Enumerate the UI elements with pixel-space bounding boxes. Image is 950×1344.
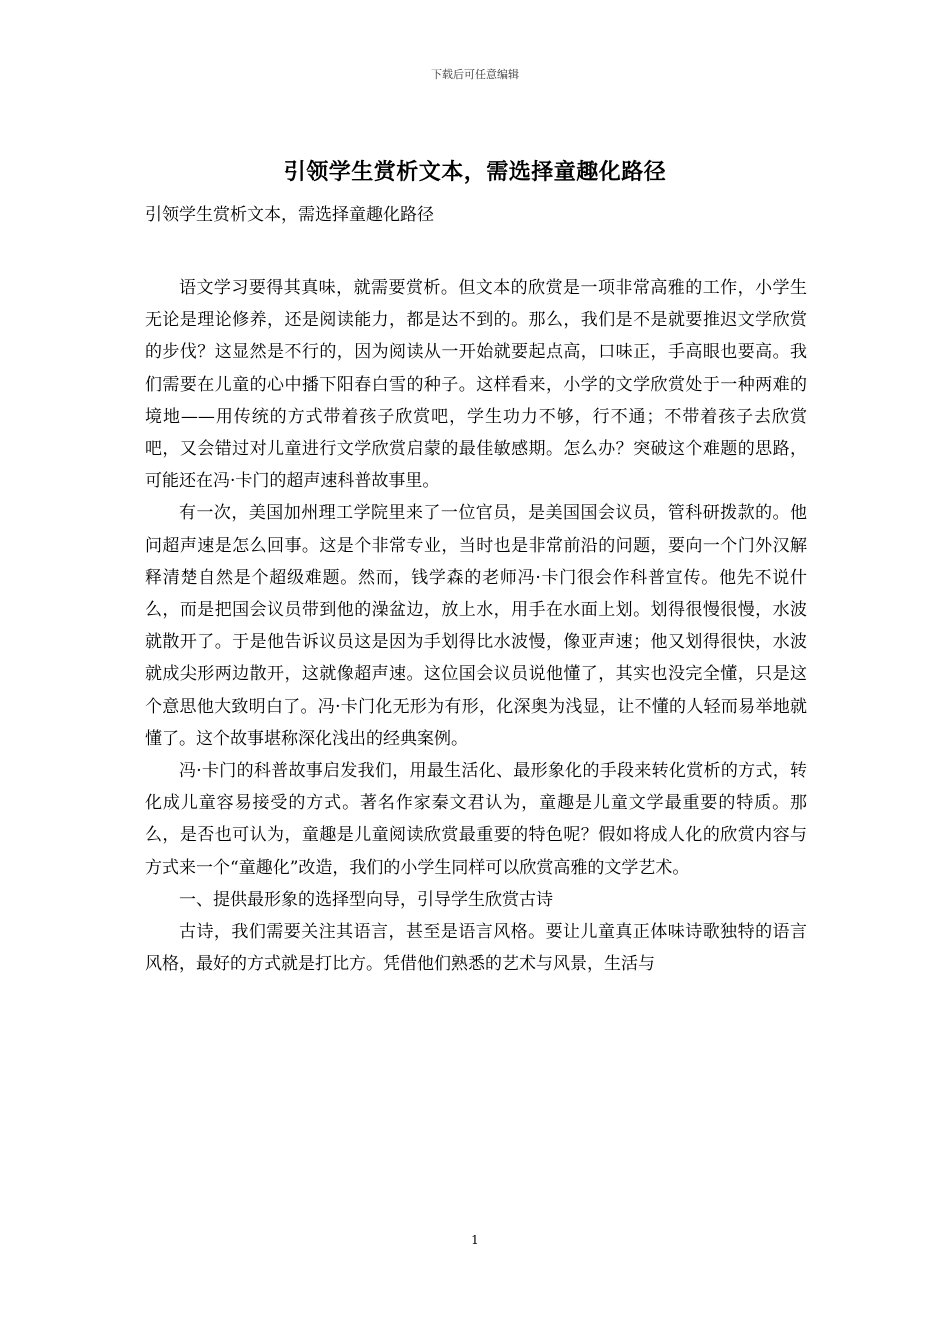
paragraph-poetry: 古诗，我们需要关注其语言，甚至是语言风格。要让儿童真正体味诗歌独特的语言风格，最好的方式就是打比方。凭借他们熟悉的艺术与风景，生活与 (145, 922, 807, 975)
section-heading-1: 一、提供最形象的选择型向导，引导学生欣赏古诗 (179, 889, 553, 910)
document-body (145, 272, 807, 980)
page-header-note: 下载后可任意编辑 (431, 68, 519, 81)
paragraph-intro: 语文学习要得其真味，就需要赏析。但文本的欣赏是一项非常高雅的工作，小学生无论是理论修养，还是阅读能力，都是达不到的。那么，我们是不是就要推迟文学欣赏的步伐？这显然是不行的，因为阅读从一开始就要起点高，口味正，手高眼也要高。我们需要在儿童的心中播下阳春白雪的种子。这样看来，小学的文学欣赏处于一种两难的境地——用传统的方式带着孩子欣赏吧，学生功力不够，行不通；不带着孩子去欣赏吧，又会错过对儿童进行文学欣赏启蒙的最佳敏感期。怎么办？突破这个难题的思路，可能还在冯·卡门的超声速科普故事里。 (145, 278, 807, 492)
document-subtitle: 引领学生赏析文本，需选择童趣化路径 (145, 205, 434, 225)
document-title: 引领学生赏析文本，需选择童趣化路径 (283, 159, 667, 185)
paragraph-insight: 冯·卡门的科普故事启发我们，用最生活化、最形象化的手段来转化赏析的方式，转化成儿童容易接受的方式。著名作家秦文君认为，童趣是儿童文学最重要的特质。那么，是否也可认为，童趣是儿童阅读欣赏最重要的特色呢？假如将成人化的欣赏内容与方式来一个“童趣化”改造，我们的小学生同样可以欣赏高雅的文学艺术。 (145, 761, 807, 878)
paragraph-story: 有一次，美国加州理工学院里来了一位官员，是美国国会议员，管科研拨款的。他问超声速是怎么回事。这是个非常专业，当时也是非常前沿的问题，要向一个门外汉解释清楚自然是个超级难题。然而，钱学森的老师冯·卡门很会作科普宣传。他先不说什么，而是把国会议员带到他的澡盆边，放上水，用手在水面上划。划得很慢很慢，水波就散开了。于是他告诉议员这是因为手划得比水波慢，像亚声速；他又划得很快，水波就成尖形两边散开，这就像超声速。这位国会议员说他懂了，其实也没完全懂，只是这个意思他大致明白了。冯·卡门化无形为有形，化深奥为浅显，让不懂的人轻而易举地就懂了。这个故事堪称深化浅出的经典案例。 (145, 503, 807, 749)
page-number: 1 (471, 1233, 479, 1247)
